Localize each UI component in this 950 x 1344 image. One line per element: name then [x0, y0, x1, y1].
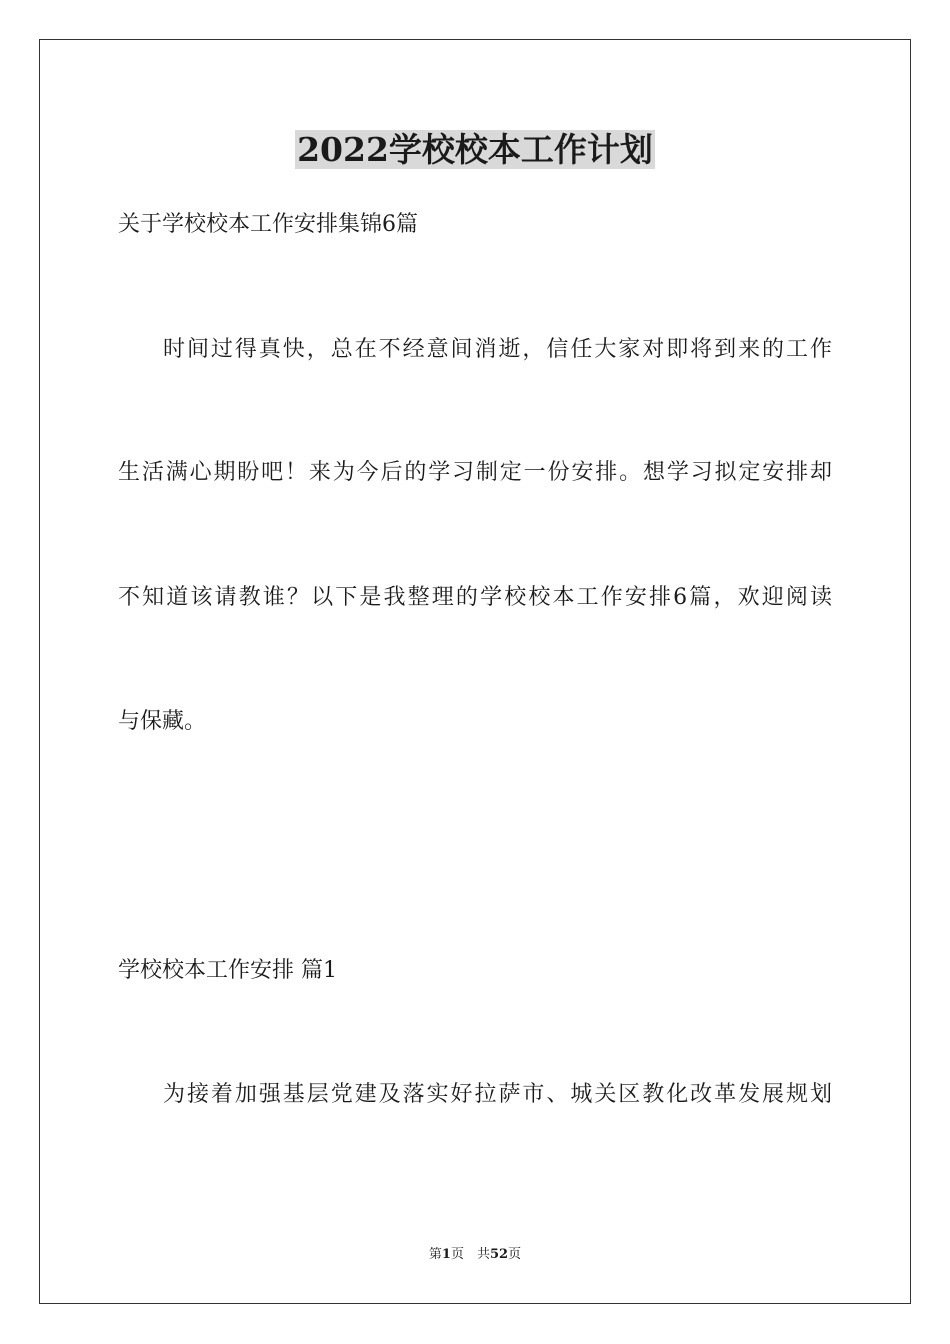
intro-line-4: 与保藏。 [118, 709, 207, 734]
intro-line-1: 时间过得真快，总在不经意间消逝，信任大家对即将到来的工作 [163, 337, 832, 362]
document-subtitle: 关于学校校本工作安排集锦6篇 [118, 212, 418, 237]
footer-prefix: 第 [428, 1247, 442, 1262]
section-line-1: 为接着加强基层党建及落实好拉萨市、城关区教化改革发展规划 [163, 1082, 832, 1107]
document-title [0, 128, 950, 172]
footer-current-page: 1 [441, 1247, 451, 1262]
document-title-text: 2022学校校本工作计划 [297, 130, 653, 169]
footer-mid: 页 共 [450, 1247, 490, 1262]
intro-line-2: 生活满心期盼吧！来为今后的学习制定一份安排。想学习拟定安排却 [118, 460, 832, 485]
page-footer [0, 1246, 950, 1264]
section-heading: 学校校本工作安排 篇1 [118, 958, 337, 983]
footer-total-pages: 52 [489, 1247, 509, 1262]
footer-suffix: 页 [508, 1247, 522, 1262]
intro-line-3: 不知道该请教谁？以下是我整理的学校校本工作安排6篇，欢迎阅读 [118, 585, 832, 610]
